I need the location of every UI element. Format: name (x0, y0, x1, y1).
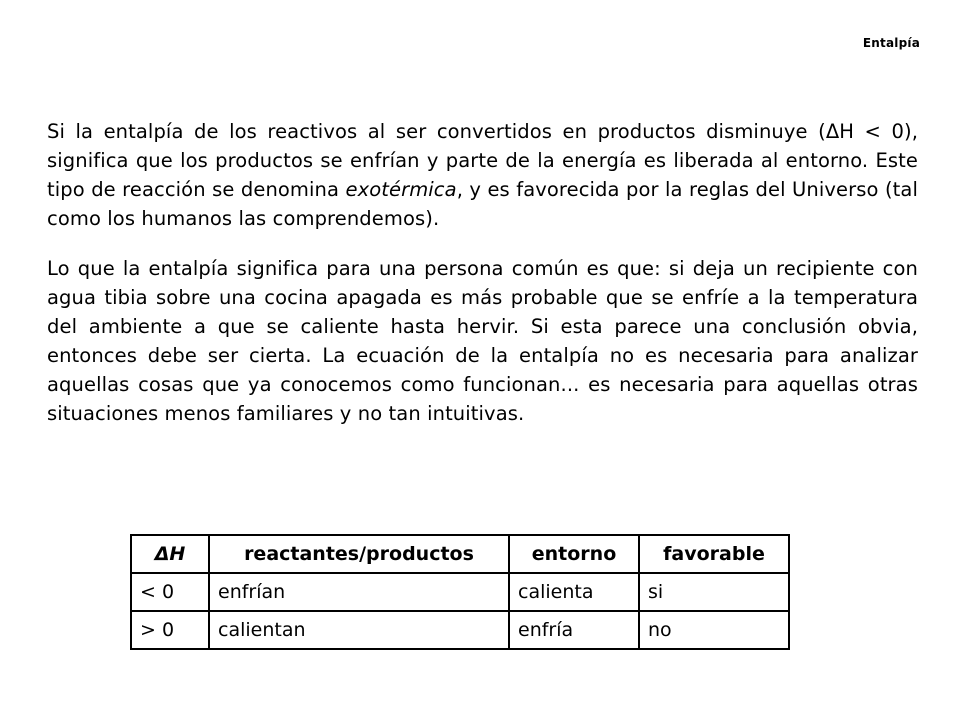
table-row (131, 611, 789, 649)
paragraph-exothermic (47, 117, 918, 233)
paragraph-exothermic-text-b: , y es favorecida por la reglas del Universo (tal como los humanos las comprendemos). (47, 178, 918, 230)
cell-delta-h: > 0 (131, 611, 209, 649)
table-header (131, 535, 789, 573)
term-exothermic: exotérmica (345, 178, 457, 201)
table-row (131, 573, 789, 611)
table-header-row (131, 535, 789, 573)
paragraph-exothermic-text-a: Si la entalpía de los reactivos al ser convertidos en productos disminuye (ΔH < 0), significa que los productos se enfrían y parte de la energía es liberada al entorno. Este tipo de reacción se denomina (47, 120, 918, 201)
enthalpy-summary-table (130, 534, 790, 650)
main-content (47, 117, 918, 428)
table-body (131, 573, 789, 649)
cell-favorable: no (639, 611, 789, 649)
paragraph-everyday-meaning: Lo que la entalpía significa para una persona común es que: si deja un recipiente con agua tibia sobre una cocina apagada es más probable que se enfríe a la temperatura del ambiente a que se caliente hasta hervir. Si esta parece una conclusión obvia, entonces debe ser cierta. La ecuación de la entalpía no es necesaria para analizar aquellas cosas que ya conocemos como funcionan... es necesaria para aquellas otras situaciones menos familiares y no tan intuitivas. (47, 257, 918, 425)
header-surroundings: entorno (509, 535, 639, 573)
cell-surroundings: enfría (509, 611, 639, 649)
cell-surroundings: calienta (509, 573, 639, 611)
cell-favorable: si (639, 573, 789, 611)
cell-reactants-products: enfrían (209, 573, 509, 611)
cell-delta-h: < 0 (131, 573, 209, 611)
header-reactants-products: reactantes/productos (209, 535, 509, 573)
cell-reactants-products: calientan (209, 611, 509, 649)
header-delta-h: ΔH (131, 535, 209, 573)
page-header-title: Entalpía (862, 36, 920, 50)
header-favorable: favorable (639, 535, 789, 573)
